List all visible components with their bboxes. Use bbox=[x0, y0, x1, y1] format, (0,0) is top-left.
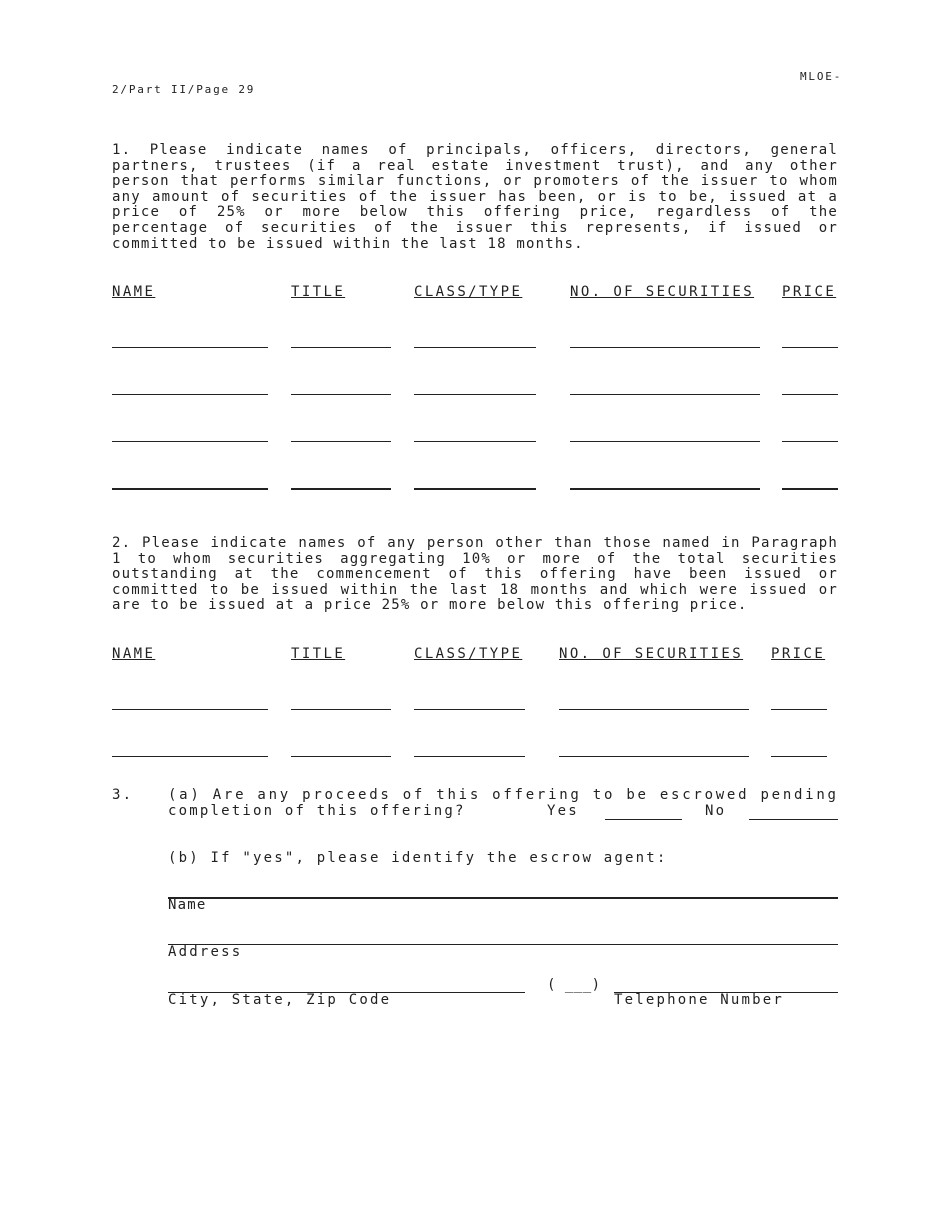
section-2-paragraph: 2. Please indicate names of any person other than those named in Paragraph 1 to whom securities aggregating 10% or more of the total securities outstanding at the commencement of this offering have been issued or committed to be issued within the last 18 months and which were issued or are to be issued at a price 25% or more below this offering price. bbox=[112, 535, 838, 614]
page-reference: 2/Part II/Page 29 bbox=[112, 83, 256, 96]
section-3-number: 3. bbox=[112, 787, 134, 803]
s1-row2-price-line[interactable] bbox=[782, 394, 838, 395]
s2-row2-price-line[interactable] bbox=[771, 756, 827, 757]
s1-col-class-type: CLASS/TYPE bbox=[414, 284, 523, 300]
no-label: No bbox=[705, 803, 727, 819]
section-3a-question-line2: completion of this offering? bbox=[168, 803, 466, 819]
no-answer-line[interactable] bbox=[749, 819, 838, 820]
s2-row2-name-line[interactable] bbox=[112, 756, 268, 757]
yes-label: Yes bbox=[547, 803, 579, 819]
s2-row1-class-line[interactable] bbox=[414, 709, 525, 710]
s2-col-no-securities: NO. OF SECURITIES bbox=[559, 646, 744, 662]
s1-row1-name-line[interactable] bbox=[112, 347, 268, 348]
s1-row3-securities-line[interactable] bbox=[570, 441, 760, 442]
area-code-field[interactable]: ( ___) bbox=[547, 977, 601, 993]
s1-col-no-securities: NO. OF SECURITIES bbox=[570, 284, 755, 300]
s2-col-class-type: CLASS/TYPE bbox=[414, 646, 523, 662]
s2-row1-title-line[interactable] bbox=[291, 709, 391, 710]
section-3a-question-line1: (a) Are any proceeds of this offering to be escrowed pending bbox=[168, 787, 839, 803]
s1-row4-title-line[interactable] bbox=[291, 488, 391, 490]
form-code: MLOE- bbox=[800, 70, 843, 83]
s1-row1-class-line[interactable] bbox=[414, 347, 536, 348]
s1-row4-class-line[interactable] bbox=[414, 488, 536, 490]
yes-answer-line[interactable] bbox=[605, 819, 682, 820]
s1-col-title: TITLE bbox=[291, 284, 346, 300]
escrow-phone-label: Telephone Number bbox=[614, 992, 785, 1008]
s1-row2-title-line[interactable] bbox=[291, 394, 391, 395]
s1-row3-name-line[interactable] bbox=[112, 441, 268, 442]
s2-row2-securities-line[interactable] bbox=[559, 756, 749, 757]
escrow-address-label: Address bbox=[168, 944, 243, 960]
s1-row1-price-line[interactable] bbox=[782, 347, 838, 348]
s1-row4-name-line[interactable] bbox=[112, 488, 268, 490]
s1-row2-securities-line[interactable] bbox=[570, 394, 760, 395]
s1-row1-title-line[interactable] bbox=[291, 347, 391, 348]
s2-col-name: NAME bbox=[112, 646, 156, 662]
s1-col-price: PRICE bbox=[782, 284, 837, 300]
s2-col-price: PRICE bbox=[771, 646, 826, 662]
s1-row3-title-line[interactable] bbox=[291, 441, 391, 442]
section-1-paragraph: 1. Please indicate names of principals, officers, directors, general partners, trustees (if a real estate investment trust), and any other person that performs similar functions, or promoters of the issuer to whom any amount of securities of the issuer has been, or is to be, issued at a price of 25% or more below this offering price, regardless of the percentage of securities of the issuer this represents, if issued or committed to be issued within the last 18 months. bbox=[112, 142, 838, 252]
s2-row1-name-line[interactable] bbox=[112, 709, 268, 710]
s1-row1-securities-line[interactable] bbox=[570, 347, 760, 348]
s1-col-name: NAME bbox=[112, 284, 156, 300]
s1-row2-name-line[interactable] bbox=[112, 394, 268, 395]
s1-row3-price-line[interactable] bbox=[782, 441, 838, 442]
section-3b-question: (b) If "yes", please identify the escrow agent: bbox=[168, 850, 668, 866]
escrow-name-label: Name bbox=[168, 897, 207, 913]
s2-row2-class-line[interactable] bbox=[414, 756, 525, 757]
s2-col-title: TITLE bbox=[291, 646, 346, 662]
s2-row1-price-line[interactable] bbox=[771, 709, 827, 710]
s2-row2-title-line[interactable] bbox=[291, 756, 391, 757]
escrow-address-line[interactable] bbox=[168, 944, 838, 945]
s1-row4-securities-line[interactable] bbox=[570, 488, 760, 490]
s2-row1-securities-line[interactable] bbox=[559, 709, 749, 710]
escrow-name-line[interactable] bbox=[168, 897, 838, 899]
s1-row3-class-line[interactable] bbox=[414, 441, 536, 442]
s1-row2-class-line[interactable] bbox=[414, 394, 536, 395]
s1-row4-price-line[interactable] bbox=[782, 488, 838, 490]
escrow-city-label: City, State, Zip Code bbox=[168, 992, 392, 1008]
